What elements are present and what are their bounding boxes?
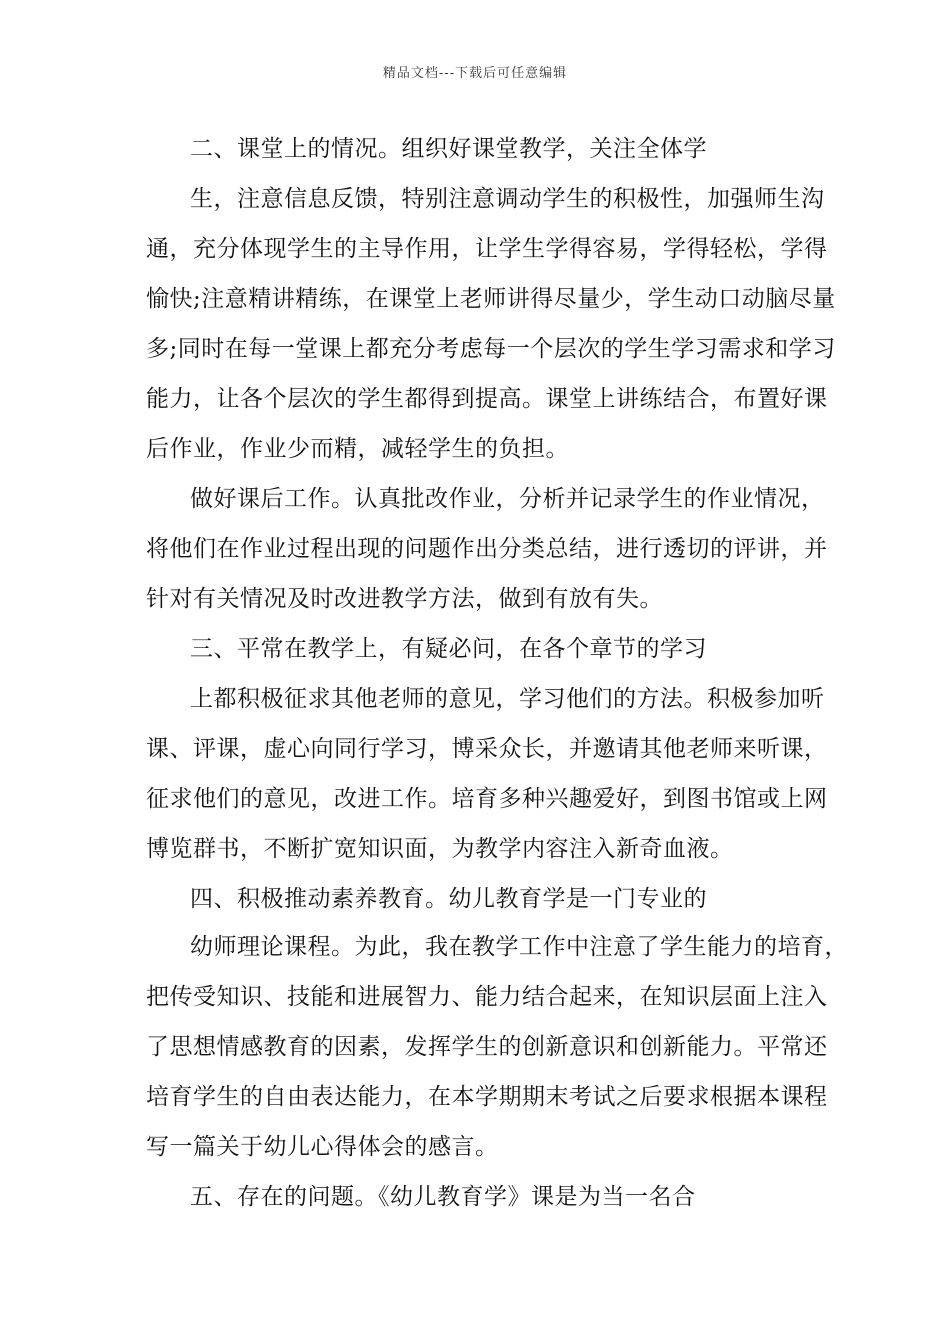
text-line: 培育学生的自由表达能力，在本学期期末考试之后要求根据本课程 (146, 1084, 828, 1110)
text-line: 四、积极推动素养教育。幼儿教育学是一门专业的 (190, 886, 707, 912)
text-line: 博览群书，不断扩宽知识面，为教学内容注入新奇血液。 (146, 836, 734, 862)
text-line: 上都积极征求其他老师的意见，学习他们的方法。积极参加听 (190, 686, 825, 712)
text-line: 征求他们的意见，改进工作。培育多种兴趣爱好，到图书馆或上网 (146, 786, 828, 812)
text-line: 愉快;注意精讲精练，在课堂上老师讲得尽量少，学生动口动脑尽量 (146, 286, 836, 312)
text-line: 后作业，作业少而精，减轻学生的负担。 (146, 436, 569, 462)
text-line: 把传受知识、技能和进展智力、能力结合起来，在知识层面上注入 (146, 984, 828, 1010)
page-header: 精品文档---下载后可任意编辑 (382, 66, 568, 81)
text-line: 生，注意信息反馈，特别注意调动学生的积极性，加强师生沟 (190, 186, 825, 212)
text-line: 写一篇关于幼儿心得体会的感言。 (146, 1134, 499, 1160)
text-line: 针对有关情况及时改进教学方法，做到有放有失。 (146, 586, 663, 612)
text-line: 通，充分体现学生的主导作用，让学生学得容易，学得轻松，学得 (146, 236, 828, 262)
text-line: 课、评课，虚心向同行学习，博采众长，并邀请其他老师来听课， (146, 736, 828, 762)
text-line: 做好课后工作。认真批改作业，分析并记录学生的作业情况， (190, 486, 825, 512)
text-line: 能力，让各个层次的学生都得到提高。课堂上讲练结合，布置好课 (146, 386, 828, 412)
text-line: 多;同时在每一堂课上都充分考虑每一个层次的学生学习需求和学习 (146, 336, 836, 362)
text-line: 将他们在作业过程出现的问题作出分类总结，进行透切的评讲，并 (146, 536, 828, 562)
text-line: 五、存在的问题。《幼儿教育学》课是为当一名合 (190, 1184, 696, 1210)
text-line: 幼师理论课程。为此，我在教学工作中注意了学生能力的培育， (190, 934, 848, 960)
text-line: 了思想情感教育的因素，发挥学生的创新意识和创新能力。平常还 (146, 1034, 828, 1060)
text-line: 二、课堂上的情况。组织好课堂教学，关注全体学 (190, 136, 707, 162)
text-line: 三、平常在教学上，有疑必问，在各个章节的学习 (190, 636, 707, 662)
